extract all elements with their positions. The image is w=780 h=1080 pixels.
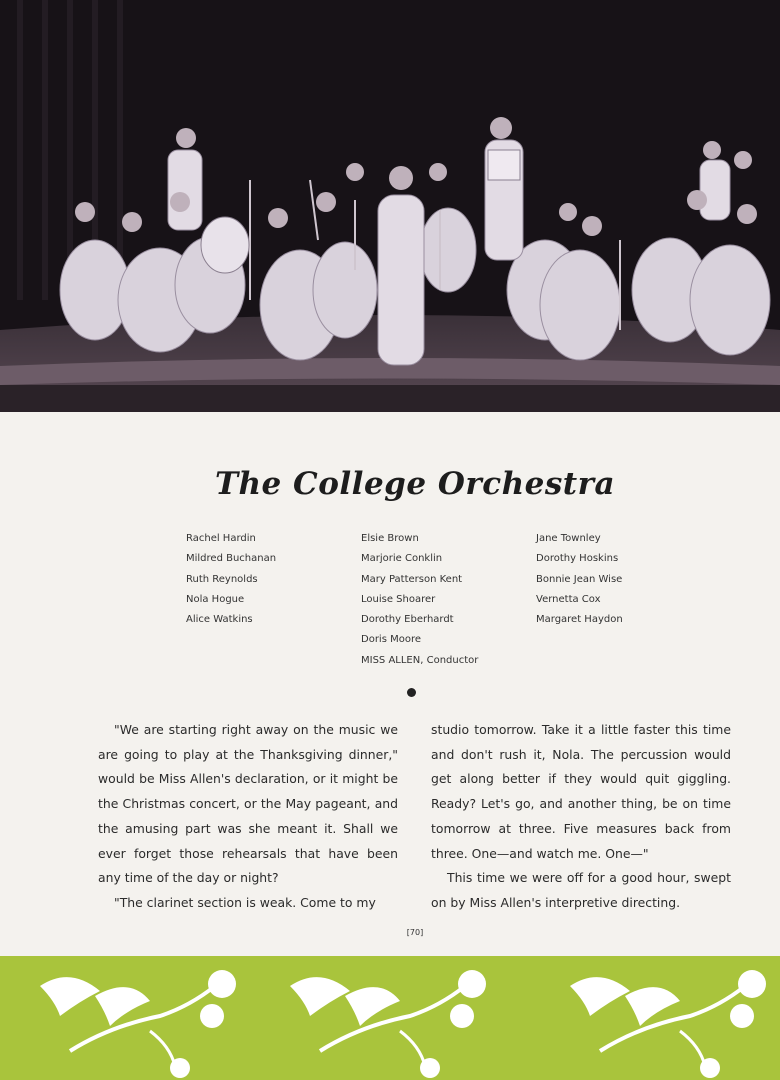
- leaf-branch-pattern-icon: [0, 956, 780, 1080]
- roster-name: Rachel Hardin: [186, 533, 256, 544]
- roster-name: Marjorie Conklin: [361, 553, 443, 565]
- roster-column-3: [536, 529, 623, 630]
- body-paragraph: This time we were off for a good hour, swept on by Miss Allen's interpretive directing.: [431, 870, 731, 910]
- orchestra-photo: [0, 0, 780, 412]
- roster-column-1: [186, 529, 276, 630]
- roster-name: Louise Shoarer: [361, 593, 436, 605]
- roster-name: Doris Moore: [361, 634, 422, 646]
- body-paragraph: "The clarinet section is weak. Come to my: [114, 894, 376, 910]
- roster-name: Vernetta Cox: [536, 593, 601, 605]
- roster-name: Mary Patterson Kent: [361, 573, 463, 585]
- roster-name: Jane Townley: [536, 533, 601, 544]
- roster-name: Nola Hogue: [186, 593, 245, 605]
- roster-name: Ruth Reynolds: [186, 573, 258, 585]
- roster-conductor: MISS ALLEN, Conductor: [361, 654, 479, 666]
- body-column-right: [431, 718, 731, 916]
- roster-name: Dorothy Eberhardt: [361, 614, 454, 626]
- bullet-divider-icon: [407, 688, 416, 697]
- decorative-border: [0, 956, 780, 1080]
- roster-name: Bonnie Jean Wise: [536, 573, 623, 585]
- roster-name: Margaret Haydon: [536, 614, 623, 626]
- roster-name: Elsie Brown: [361, 533, 419, 544]
- page-title: The College Orchestra: [214, 466, 616, 502]
- roster-name: Dorothy Hoskins: [536, 553, 619, 565]
- body-paragraph: studio tomorrow. Take it a little faster this time and don't rush it, Nola. The percussion would get along better if they would quit giggling. Ready? Let's go, and another thing, be on time tomorrow at three. Five measures back from three. One—and watch me. One—": [431, 722, 731, 861]
- body-paragraph: "We are starting right away on the music we are going to play at the Thanksgiving dinner," would be Miss Allen's declaration, or it might be the Christmas concert, or the May pageant, and the amusing part was she meant it. Shall we ever forget those rehearsals that have been any time of the day or night?: [98, 722, 398, 886]
- orchestra-photo-illustration: [0, 0, 780, 412]
- body-column-left: [98, 718, 398, 916]
- roster-name: Alice Watkins: [186, 614, 253, 626]
- page-number: [70]: [406, 928, 424, 937]
- roster-column-2: [361, 529, 478, 671]
- roster-name: Mildred Buchanan: [186, 553, 277, 565]
